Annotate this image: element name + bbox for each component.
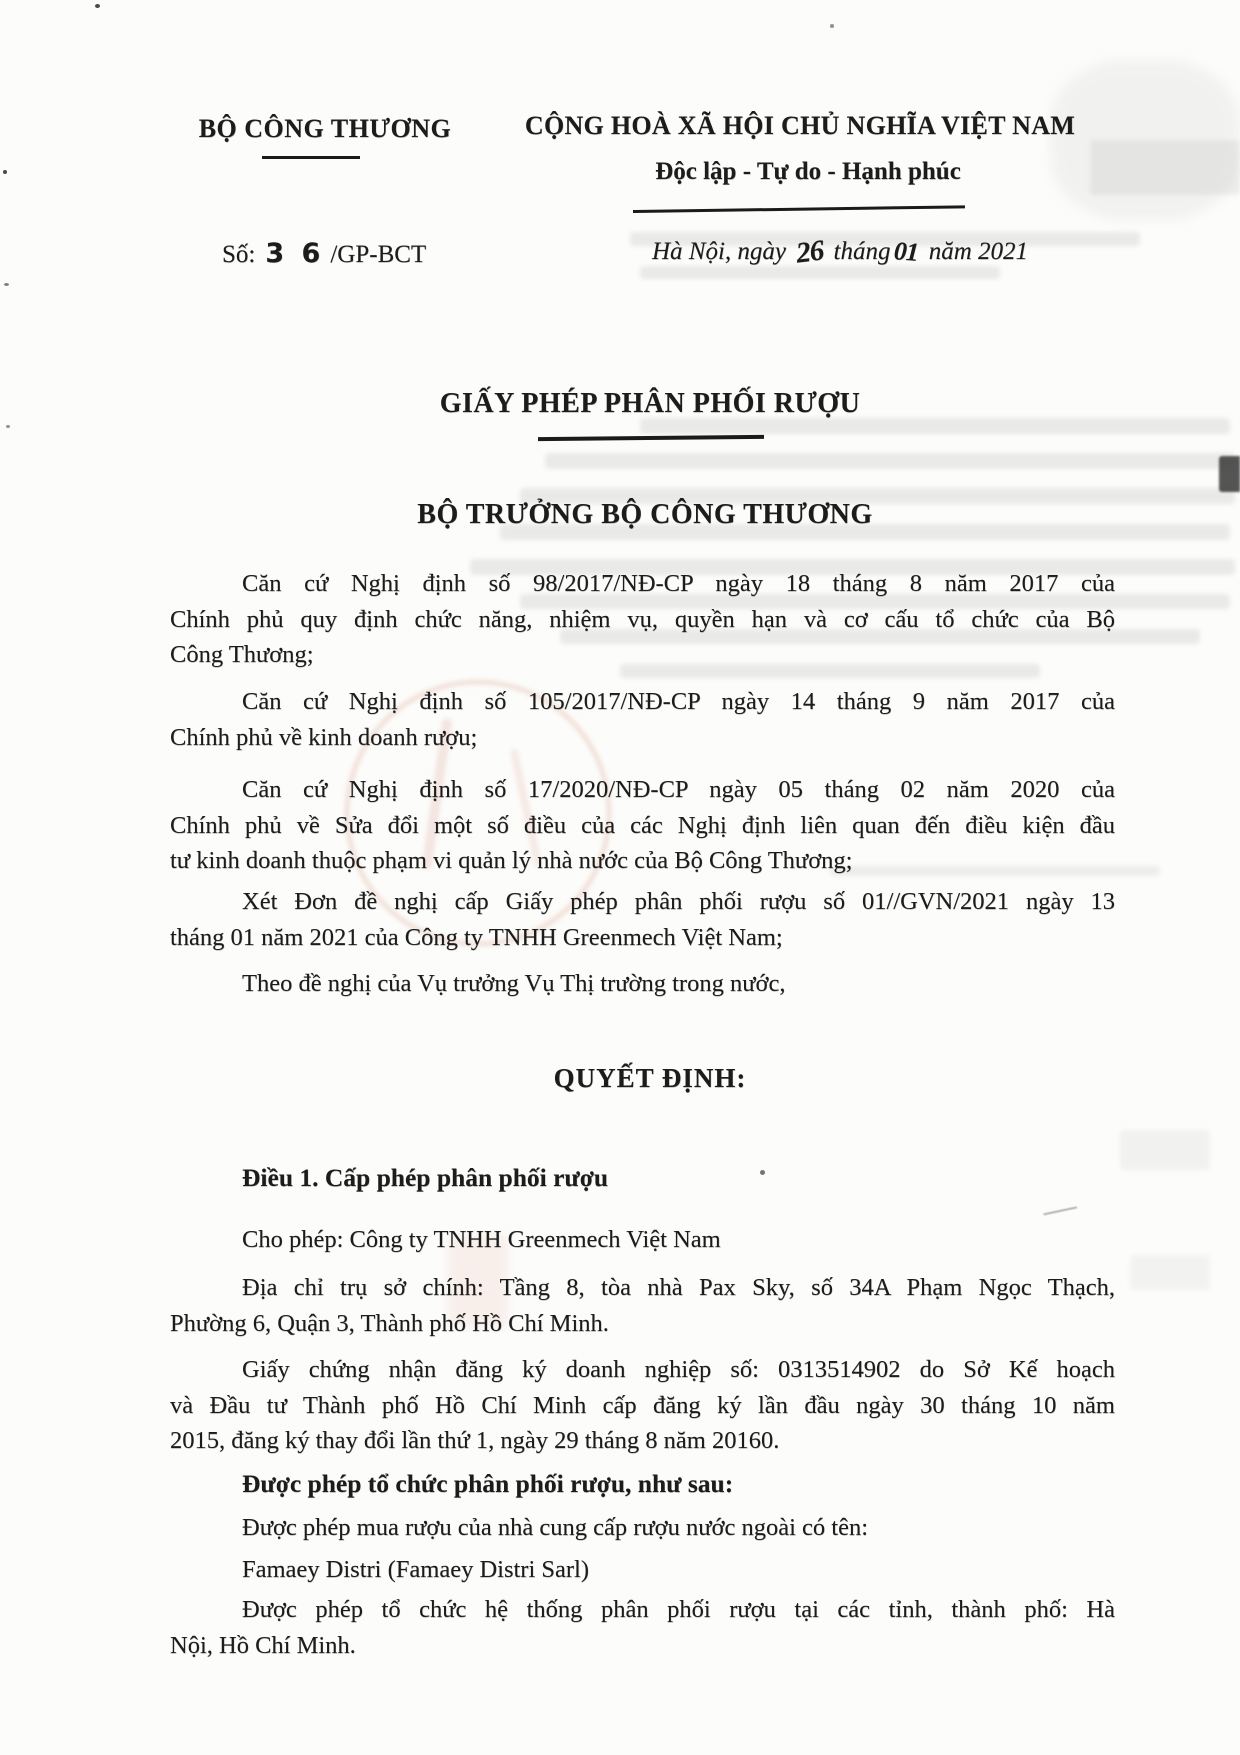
text-line: Chính phủ về Sửa đổi một số điều của các Nghị định liên quan đến điều kiện đầu bbox=[170, 811, 1115, 839]
date-month-word: tháng bbox=[833, 238, 891, 265]
text-line: Phường 6, Quận 3, Thành phố Hồ Chí Minh. bbox=[170, 1309, 609, 1337]
head-office-address bbox=[170, 1270, 1115, 1341]
header-ministry: BỘ CÔNG THƯƠNG bbox=[198, 114, 452, 143]
text-line: Căn cứ Nghị định số 98/2017/NĐ-CP ngày 18 tháng 8 năm 2017 của bbox=[242, 570, 1115, 597]
date-prefix: Hà Nội, ngày bbox=[652, 238, 787, 265]
supplier-line bbox=[170, 1552, 1115, 1588]
allowed-distribution-heading bbox=[170, 1466, 1115, 1502]
header-republic: CỘNG HOÀ XÃ HỘI CHỦ NGHĨA VIỆT NAM bbox=[524, 111, 1076, 140]
issuer-heading: BỘ TRƯỞNG BỘ CÔNG THƯƠNG bbox=[417, 499, 873, 530]
text-line: tháng 01 năm 2021 của Công ty TNHH Greenmech Việt Nam; bbox=[170, 923, 783, 951]
article-1-heading bbox=[170, 1160, 1115, 1196]
document-number-suffix: /GP-BCT bbox=[330, 241, 427, 268]
text-line: Địa chỉ trụ sở chính: Tầng 8, tòa nhà Pax Sky, số 34A Phạm Ngọc Thạch, bbox=[242, 1274, 1115, 1301]
speck bbox=[4, 283, 9, 286]
text-line: Điều 1. Cấp phép phân phối rượu bbox=[242, 1163, 609, 1192]
text-line: Xét Đơn đề nghị cấp Giấy phép phân phối rượu số 01//GVN/2021 ngày 13 bbox=[242, 888, 1115, 915]
ministry-underline bbox=[262, 156, 360, 159]
preamble-paragraph-2 bbox=[170, 684, 1115, 755]
text-line: Chính phủ về kinh doanh rượu; bbox=[170, 723, 478, 751]
place-and-date bbox=[652, 234, 1029, 270]
preamble-paragraph-5 bbox=[170, 966, 1115, 1002]
decision-heading: QUYẾT ĐỊNH: bbox=[553, 1063, 747, 1093]
text-line: Căn cứ Nghị định số 105/2017/NĐ-CP ngày 14 tháng 9 năm 2017 của bbox=[242, 688, 1115, 715]
text-line: Theo đề nghị của Vụ trưởng Vụ Thị trường trong nước, bbox=[242, 970, 786, 997]
title-underline bbox=[538, 435, 764, 441]
text-line: Chính phủ quy định chức năng, nhiệm vụ, quyền hạn và cơ cấu tổ chức của Bộ bbox=[170, 605, 1115, 633]
bleed-through-artifact bbox=[640, 266, 1000, 279]
speck bbox=[95, 4, 100, 8]
text-line: Famaey Distri (Famaey Distri Sarl) bbox=[242, 1556, 590, 1583]
text-line: Cho phép: Công ty TNHH Greenmech Việt Nam bbox=[242, 1226, 721, 1253]
right-edge-mark bbox=[1219, 456, 1240, 492]
allowed-buy-line bbox=[170, 1510, 1115, 1546]
text-line: Công Thương; bbox=[170, 641, 314, 668]
document-number-label: Số: bbox=[222, 241, 256, 268]
bleed-through-artifact bbox=[1130, 1255, 1210, 1290]
document-number-value: 3 6 bbox=[265, 238, 325, 269]
permit-line bbox=[170, 1222, 1115, 1258]
header-motto: Độc lập - Tự do - Hạnh phúc bbox=[655, 158, 961, 185]
speck bbox=[3, 170, 7, 174]
bleed-through-artifact bbox=[545, 453, 1235, 469]
text-line: Giấy chứng nhận đăng ký doanh nghiệp số: 0313514902 do Sở Kế hoạch bbox=[242, 1356, 1115, 1383]
text-line: 2015, đăng ký thay đổi lần thứ 1, ngày 29 tháng 8 năm 20160. bbox=[170, 1427, 780, 1454]
speck bbox=[6, 425, 10, 428]
text-line: Căn cứ Nghị định số 17/2020/NĐ-CP ngày 05 tháng 02 năm 2020 của bbox=[242, 776, 1115, 803]
bleed-through-artifact bbox=[640, 418, 1230, 434]
speck bbox=[830, 24, 834, 28]
motto-underline bbox=[633, 205, 965, 213]
preamble-paragraph-4 bbox=[170, 884, 1115, 955]
text-line: Nội, Hồ Chí Minh. bbox=[170, 1631, 356, 1659]
distribution-provinces bbox=[170, 1592, 1115, 1663]
margin-pen-mark bbox=[1041, 1195, 1077, 1216]
text-line: Được phép tổ chức phân phối rượu, như sau: bbox=[242, 1469, 734, 1498]
text-line: và Đầu tư Thành phố Hồ Chí Minh cấp đăng ký lần đầu ngày 30 tháng 10 năm bbox=[170, 1391, 1115, 1419]
handwritten-month: 01 bbox=[893, 236, 920, 267]
date-year: năm 2021 bbox=[928, 238, 1029, 265]
document-number bbox=[222, 238, 426, 269]
text-line: Được phép tổ chức hệ thống phân phối rượu tại các tỉnh, thành phố: Hà bbox=[242, 1596, 1115, 1623]
preamble-paragraph-3 bbox=[170, 772, 1115, 879]
business-registration bbox=[170, 1352, 1115, 1459]
document-title: GIẤY PHÉP PHÂN PHỐI RƯỢU bbox=[439, 388, 861, 419]
text-line: tư kinh doanh thuộc phạm vi quản lý nhà nước của Bộ Công Thương; bbox=[170, 847, 853, 874]
text-line: Được phép mua rượu của nhà cung cấp rượu nước ngoài có tên: bbox=[242, 1514, 869, 1541]
handwritten-day: 26 bbox=[794, 234, 826, 270]
bleed-through-artifact bbox=[1120, 1130, 1210, 1170]
preamble-paragraph-1 bbox=[170, 566, 1115, 673]
